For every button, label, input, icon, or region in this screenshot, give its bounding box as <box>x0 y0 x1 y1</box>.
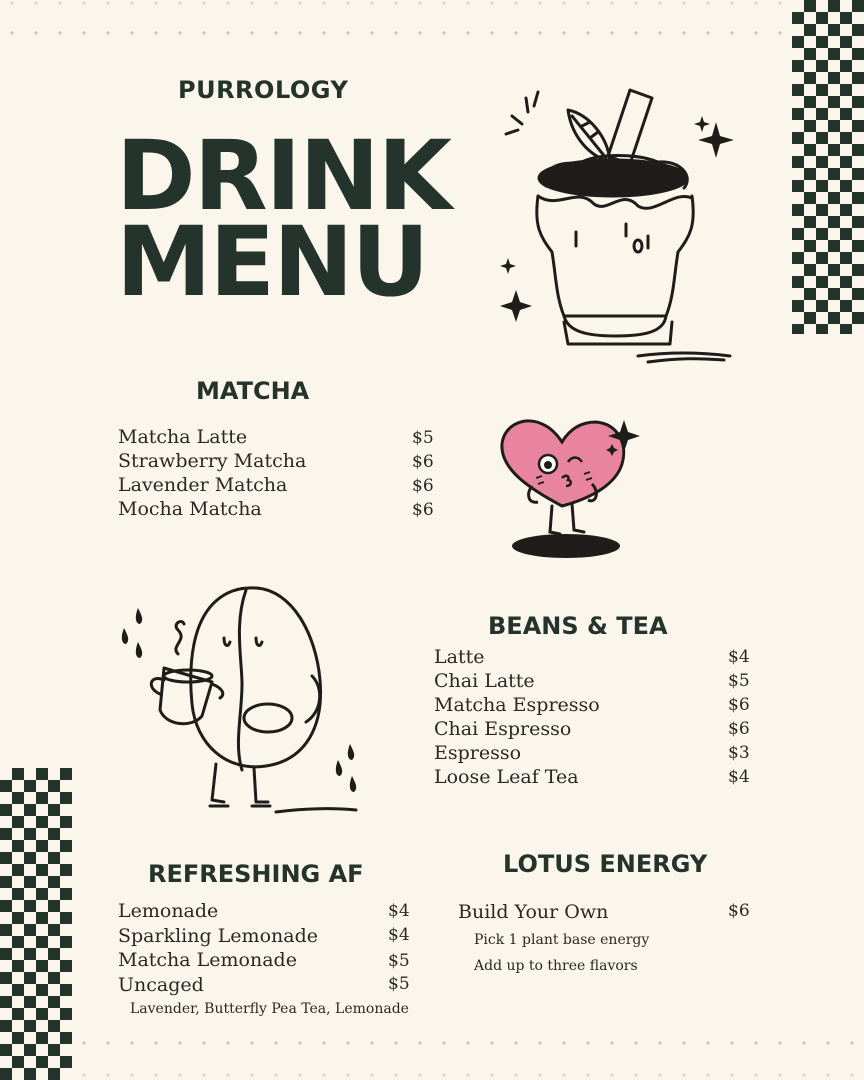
menu-item-name: Lemonade <box>118 900 219 922</box>
coffee-bean-character-illustration <box>116 584 362 824</box>
menu-item-price: $6 <box>728 695 750 715</box>
menu-item-name: Chai Latte <box>434 670 535 692</box>
menu-item-name: Sparkling Lemonade <box>118 925 318 947</box>
top-dotted-border <box>0 30 864 36</box>
bottom-edge-dots <box>0 1072 864 1078</box>
section-heading-beans-tea: BEANS & TEA <box>488 612 668 640</box>
menu-item-note: Pick 1 plant base energy <box>474 932 650 948</box>
title-line-2: MENU <box>116 206 428 318</box>
title-line-1: DRINK <box>116 120 451 232</box>
menu-item-name: Uncaged <box>118 974 204 996</box>
menu-item-name: Loose Leaf Tea <box>434 766 579 788</box>
menu-item-name: Lavender Matcha <box>118 474 288 496</box>
brand-name: PURROLOGY <box>178 76 349 104</box>
menu-item-price: $5 <box>388 951 410 971</box>
menu-item-price: $3 <box>728 743 750 763</box>
top-edge-dots <box>0 0 864 6</box>
bottom-dotted-border <box>0 1040 864 1046</box>
heart-character-illustration <box>496 414 646 564</box>
menu-item-name: Chai Espresso <box>434 718 572 740</box>
menu-item-name: Matcha Lemonade <box>118 949 297 971</box>
section-heading-matcha: MATCHA <box>196 377 310 405</box>
menu-item-price: $5 <box>388 974 410 994</box>
menu-item-price: $5 <box>728 671 750 691</box>
menu-item-price: $6 <box>728 901 750 921</box>
menu-item-name: Latte <box>434 646 485 668</box>
menu-item-price: $4 <box>388 901 410 921</box>
drink-cup-illustration <box>498 86 738 366</box>
menu-item-price: $6 <box>728 719 750 739</box>
menu-item-name: Matcha Latte <box>118 426 248 448</box>
checker-pattern-top-right <box>792 0 864 334</box>
menu-item-name: Matcha Espresso <box>434 694 600 716</box>
menu-item-price: $4 <box>728 647 750 667</box>
menu-item-name: Strawberry Matcha <box>118 450 307 472</box>
menu-item-name: Build Your Own <box>458 901 609 923</box>
menu-item-name: Espresso <box>434 742 522 764</box>
menu-item-price: $6 <box>412 500 434 520</box>
menu-item-price: $5 <box>412 428 434 448</box>
checker-pattern-bottom-left <box>0 768 72 1080</box>
menu-item-name: Mocha Matcha <box>118 498 262 520</box>
menu-item-note: Lavender, Butterfly Pea Tea, Lemonade <box>130 1001 409 1017</box>
section-heading-lotus-energy: LOTUS ENERGY <box>503 850 708 878</box>
menu-item-note: Add up to three flavors <box>474 958 638 974</box>
menu-item-price: $4 <box>728 767 750 787</box>
menu-item-price: $4 <box>388 925 410 945</box>
menu-item-price: $6 <box>412 452 434 472</box>
section-heading-refreshing: REFRESHING AF <box>148 860 364 888</box>
menu-item-price: $6 <box>412 476 434 496</box>
